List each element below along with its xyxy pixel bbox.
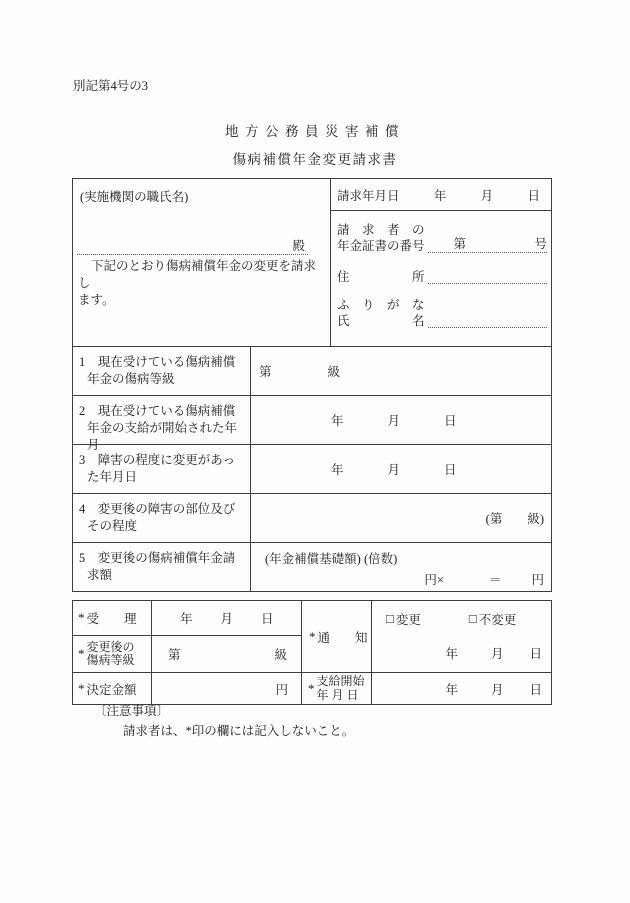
receipt-day-unit: 日 (261, 612, 274, 626)
decided-amount-label: 決定金額 (86, 682, 137, 697)
request-date-day-unit: 日 (527, 188, 540, 203)
cert-number-row (337, 223, 548, 254)
payment-start-year-unit: 年 (445, 682, 458, 697)
cert-number-dai-unit: 第 (453, 237, 467, 251)
request-date-row (331, 179, 551, 211)
payment-start-date-cell (371, 672, 551, 704)
addressee-cell (73, 179, 331, 346)
no-change-checkbox-option (469, 610, 516, 628)
checkbox-unchecked-icon: □ (386, 611, 394, 626)
furigana-label: ふ り が な (337, 298, 425, 312)
change-option-label: 変更 (395, 613, 421, 627)
office-use-table (72, 600, 552, 705)
notice-month-unit: 月 (490, 647, 504, 661)
notes-body: 請求者は、*印の欄には記入しないこと。 (123, 724, 355, 738)
row-change-date-label: 3 障害の程度に変更があった年月日 (73, 445, 251, 493)
request-statement (73, 258, 330, 309)
address-row (337, 267, 548, 285)
row-claim-amount-label: 5 変更後の傷病補償年金請求額 (73, 543, 251, 591)
row-current-grade-label: 1 現在受けている傷病補償年金の傷病等級 (73, 347, 251, 395)
row-claim-amount (73, 542, 551, 591)
asterisk-mark: * (78, 680, 85, 696)
cert-number-label (337, 223, 425, 254)
claim-amount-note: (年金補償基礎額) (倍数) (265, 552, 398, 566)
request-statement-line2: ます。 (78, 293, 115, 307)
request-table (72, 178, 552, 592)
form-title-line1: 地方公務員災害補償 (225, 124, 405, 139)
grade-kyuu-unit: 級 (327, 365, 341, 379)
cert-number-label-line2: 年金証書の番号 (337, 238, 425, 253)
row-start-date-value (251, 396, 551, 444)
change-checkbox-option (386, 610, 421, 628)
new-grade-label (87, 641, 135, 668)
request-date-month-unit: 月 (480, 188, 494, 203)
payment-start-label-cell (301, 672, 371, 704)
no-change-option-label: 不変更 (478, 613, 517, 627)
asterisk-mark: * (309, 628, 316, 644)
row-current-grade (73, 346, 551, 395)
grade-dai-unit: 第 (259, 365, 272, 379)
request-statement-line1: 下記のとおり傷病補償年金の変更を請求し (78, 259, 317, 290)
cert-number-label-line1: 請 求 者 の (337, 223, 425, 237)
row-disability-part-label: 4 変更後の障害の部位及びその程度 (73, 494, 251, 542)
cert-number-input-line (428, 236, 547, 253)
claim-amount-formula (251, 570, 551, 588)
payment-start-label (317, 675, 365, 702)
asterisk-mark: * (78, 646, 85, 661)
asterisk-mark: * (78, 610, 85, 625)
row-start-date (73, 395, 551, 452)
row-claim-amount-value (251, 543, 551, 591)
claimant-section (331, 179, 551, 346)
notice-checkbox-row (372, 610, 551, 628)
addressee-input-line (77, 238, 308, 255)
row-change-date-value (251, 445, 551, 493)
form-number: 別記第4号の3 (73, 79, 149, 93)
request-table-header-section (73, 179, 551, 346)
row-disability-part-value: (第 級) (485, 512, 544, 526)
dono-label: 殿 (292, 239, 305, 253)
notice-date-line (372, 644, 551, 662)
request-date-label: 請求年月日 (337, 188, 400, 203)
receipt-label-cell (73, 601, 151, 635)
start-day-unit: 日 (444, 414, 457, 428)
checkbox-unchecked-icon: □ (468, 611, 477, 626)
name-input-line (428, 311, 547, 328)
name-label (337, 298, 425, 329)
new-grade-label-line1: 変更後の (86, 639, 135, 654)
decided-amount-yen-unit: 円 (275, 682, 288, 697)
agency-label: (実施機関の職氏名) (80, 190, 189, 204)
request-date-year-unit: 年 (433, 188, 447, 203)
change-year-unit: 年 (331, 463, 344, 477)
payment-start-label-line2: 年 月 日 (316, 687, 359, 702)
notice-label: 通 知 (317, 630, 368, 645)
row-start-date-label: 2 現在受けている傷病補償年金の支給が開始された年月 (73, 396, 251, 444)
new-grade-dai-unit: 第 (168, 648, 181, 662)
row-disability-part (73, 493, 551, 542)
change-day-unit: 日 (444, 463, 457, 477)
form-title-line2: 傷病補償年金変更請求書 (232, 152, 398, 167)
new-grade-label-line2: 傷病等級 (86, 653, 135, 667)
receipt-label: 受 理 (86, 612, 137, 626)
start-month-unit: 月 (387, 414, 401, 428)
notice-year-unit: 年 (445, 647, 458, 661)
decided-amount-value-cell (151, 672, 301, 704)
notes-heading: 〔注意事項〕 (94, 704, 170, 718)
payment-start-date-line (372, 680, 551, 698)
address-label: 住 所 (337, 269, 425, 284)
receipt-year-unit: 年 (180, 612, 193, 626)
row-change-date (73, 444, 551, 493)
row-current-grade-value (251, 347, 551, 395)
claimant-info (331, 211, 551, 346)
start-year-unit: 年 (331, 414, 344, 428)
cert-number-gou-unit: 号 (534, 237, 547, 251)
new-grade-kyuu-unit: 級 (274, 648, 288, 662)
payment-start-month-unit: 月 (490, 682, 504, 697)
payment-start-day-unit: 日 (529, 682, 542, 697)
name-label-line: 氏 名 (337, 313, 425, 328)
new-grade-value-cell (151, 635, 301, 672)
name-row (337, 298, 548, 329)
notice-label-cell (301, 601, 371, 672)
receipt-month-unit: 月 (220, 612, 234, 626)
form-title (0, 120, 630, 168)
notes-section (94, 703, 354, 739)
yen-times-unit: 円× (424, 573, 444, 587)
notice-value-cell (371, 601, 551, 672)
notice-day-unit: 日 (529, 647, 542, 661)
change-month-unit: 月 (387, 463, 401, 477)
new-grade-label-cell (73, 635, 151, 672)
asterisk-mark: * (308, 680, 315, 696)
payment-start-label-line1: 支給開始 (316, 674, 365, 688)
receipt-date-cell (151, 601, 301, 635)
decided-amount-label-cell (73, 672, 151, 704)
yen-unit: 円 (531, 573, 544, 587)
address-input-line (428, 267, 547, 284)
equals-sign: ＝ (488, 573, 502, 587)
